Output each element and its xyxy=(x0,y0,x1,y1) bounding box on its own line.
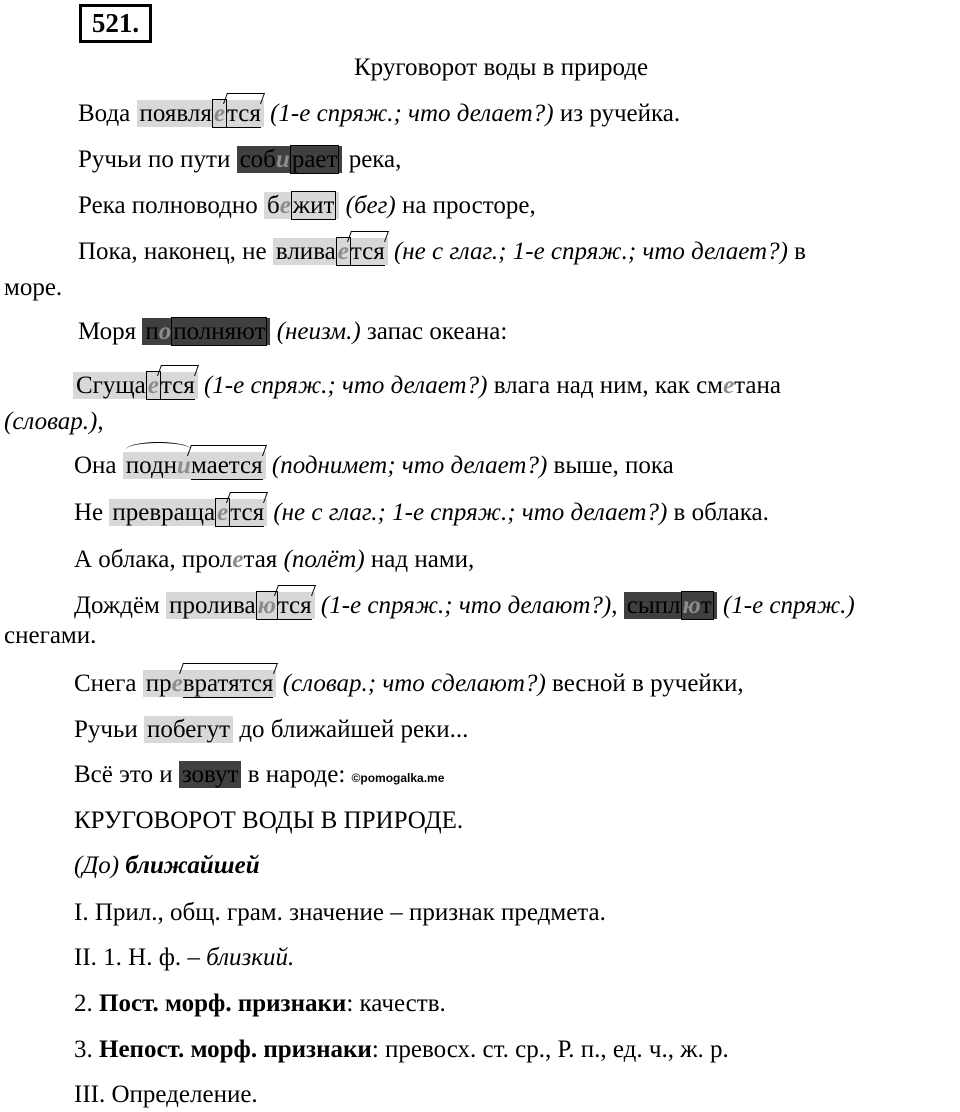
checked-vowel: е xyxy=(279,192,291,219)
analysis-line-3: 2. Пост. морф. признаки: качеств. xyxy=(74,990,446,1017)
poem-title: Круговорот воды в природе xyxy=(354,54,649,81)
checked-vowel: е xyxy=(337,238,349,265)
grammar-note: (1-е спряж.; что делают?) xyxy=(314,592,612,619)
checked-vowel: и xyxy=(275,146,290,173)
grammar-note: (1-е спряж.; что делает?) xyxy=(263,100,554,127)
grammar-note: (1-е спряж.; что делает?) xyxy=(197,372,488,399)
analysis-line-1: I. Прил., общ. грам. значение – признак предмета. xyxy=(74,899,606,926)
exercise-number: 521. xyxy=(79,4,152,43)
analysis-line-5: III. Определение. xyxy=(74,1081,258,1108)
grammar-note: (поднимет; что делает?) xyxy=(265,452,548,479)
highlighted-verb: побегут xyxy=(144,716,233,743)
analysis-header: (До) ближайшей xyxy=(74,852,260,879)
analyzed-word: ближайшей xyxy=(125,852,260,879)
checked-vowel: ю xyxy=(682,592,701,619)
grammar-note: (неизм.) xyxy=(270,318,361,345)
highlighted-verb: зовут xyxy=(179,761,242,788)
poem-line-9: А облака, пролетая (полёт) над нами, xyxy=(74,546,475,573)
checked-vowel: е xyxy=(217,499,229,526)
checked-vowel: е xyxy=(213,100,225,127)
poem-line-1: Вода появляется (1-е спряж.; что делает?) из ручейка. xyxy=(78,100,681,127)
checked-vowel: е xyxy=(147,372,159,399)
grammar-note: (словар.) xyxy=(4,408,98,435)
checked-vowel: е xyxy=(723,372,735,399)
checked-vowel: е xyxy=(171,670,183,697)
analysis-line-4: 3. Непост. морф. признаки: превосх. ст. ср., Р. п., ед. ч., ж. р. xyxy=(74,1036,729,1063)
checked-vowel: ю xyxy=(257,592,276,619)
highlighted-verb: поднимается xyxy=(123,452,266,479)
poem-line-10: Дождём проливаются (1-е спряж.; что делают?), сыплют (1-е спряж.) xyxy=(74,592,855,619)
analysis-line-2: II. 1. Н. ф. – близкий. xyxy=(74,944,295,971)
highlighted-verb: бежит xyxy=(264,192,339,219)
grammar-note: (1-е спряж.) xyxy=(716,592,855,619)
poem-line-4: Пока, наконец, не вливается (не с глаг.; 1-е спряж.; что делает?) в xyxy=(78,238,806,265)
checked-vowel: о xyxy=(158,318,172,345)
poem-line-7: Она поднимается (поднимет; что делает?) выше, пока xyxy=(74,452,674,479)
checked-vowel: е xyxy=(232,546,244,573)
poem-line-12: Ручьи побегут до ближайшей реки... xyxy=(74,716,469,743)
poem-line-2: Ручьи по пути собирает река, xyxy=(78,146,402,173)
poem-line-6: Сгущается (1-е спряж.; что делает?) влага над ним, как сметана xyxy=(73,371,781,401)
highlighted-verb: превращается xyxy=(109,499,267,526)
checked-vowel: и xyxy=(177,452,191,479)
grammar-note: (бег) xyxy=(339,192,396,219)
grammar-note: (полёт) xyxy=(277,546,365,573)
highlighted-verb: сыплют xyxy=(624,592,717,619)
poem-line-8: Не превращается (не с глаг.; 1-е спряж.; что делает?) в облака. xyxy=(74,499,769,526)
text: Вода xyxy=(78,100,137,127)
highlighted-verb: вливается xyxy=(273,238,388,265)
highlighted-verb: появляется xyxy=(137,100,264,127)
highlighted-verb: проливаются xyxy=(166,592,315,619)
poem-line-5: Моря пополняют (неизм.) запас океана: xyxy=(78,318,508,345)
highlighted-verb: Сгущается xyxy=(73,372,198,399)
poem-line-10-cont: снегами. xyxy=(4,622,97,649)
poem-line-11: Снега превратятся (словар.; что сделают?) весной в ручейки, xyxy=(74,670,744,697)
poem-line-4-cont: море. xyxy=(4,274,63,301)
grammar-note: (не с глаг.; 1-е спряж.; что делает?) xyxy=(387,238,788,265)
poem-line-14: КРУГОВОРОТ ВОДЫ В ПРИРОДЕ. xyxy=(74,807,464,834)
highlighted-verb: превратятся xyxy=(143,670,277,697)
grammar-note: (словар.; что сделают?) xyxy=(276,670,546,697)
watermark: ©pomogalka.me xyxy=(351,771,445,785)
highlighted-verb: собирает xyxy=(237,146,343,173)
highlighted-verb: пополняют xyxy=(142,318,270,345)
poem-line-6-cont: (словар.), xyxy=(4,408,104,435)
grammar-note: (не с глаг.; 1-е спряж.; что делает?) xyxy=(267,499,668,526)
poem-line-3: Река полноводно бежит (бег) на просторе, xyxy=(78,192,536,219)
poem-line-13: Всё это и зовут в народе: ©pomogalka.me xyxy=(74,761,445,788)
